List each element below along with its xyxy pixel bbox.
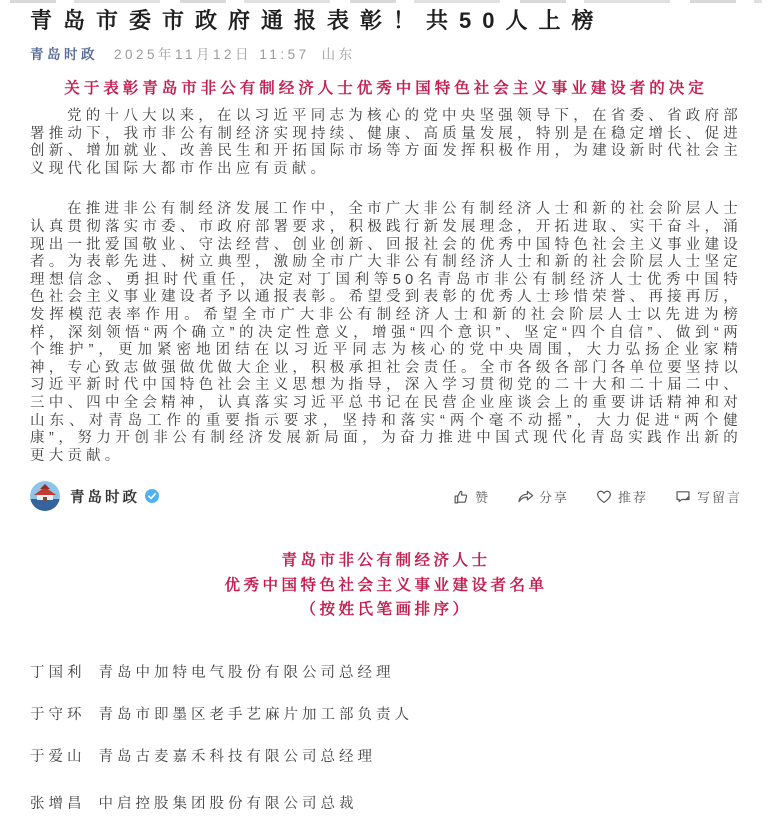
like-button[interactable]	[453, 487, 490, 506]
recommend-label: 推荐	[617, 489, 648, 505]
heart-icon	[595, 488, 613, 505]
list-item-highlighted	[30, 794, 742, 814]
honoree-name: 于爱山	[30, 748, 86, 765]
document-heading: 关于表彰青岛市非公有制经济人士优秀中国特色社会主义事业建设者的决定	[64, 80, 708, 97]
cropped-top-edge	[10, 0, 762, 3]
paragraph: 在推进非公有制经济发展工作中，全市广大非公有制经济人士和新的社会阶层人士认真贯彻落实市委、市政府部署要求，积极践行新发展理念，开拓进取、实干奋斗，涌现出一批爱国敬业、守法经营、创业创新、回报社会的优秀中国特色社会主义事业建设者。为表彰先进、树立典型，激励全市广大非公有制经济人士和新的社会阶层人士坚定理想信念、勇担时代重任，决定对丁国利等50名青岛市非公有制经济人士优秀中国特色社会主义事业建设者予以通报表彰。希望受到表彰的优秀人士珍惜荣誉、再接再厉，发挥模范表率作用。希望全市广大非公有制经济人士和新的社会阶层人士以先进为榜样，深刻领悟“两个确立”的决定性意义，增强“四个意识”、坚定“四个自信”、做到“两个维护”，更加紧密地团结在以习近平同志为核心的党中央周围，大力弘扬企业家精神，专心致志做强做优做大企业，积极承担社会责任。全市各级各部门各单位要坚持以习近平新时代中国特色社会主义思想为指导，深入学习贯彻党的二十大和二十届二中、三中、四中全会精神，认真落实习近平总书记在民营企业座谈会上的重要讲话精神和对山东、对青岛工作的重要指示要求，坚持和落实“两个毫不动摇”，大力促进“两个健康”，努力开创非公有制经济发展新局面，为奋力推进中国式现代化青岛实践作出新的更大贡献。	[30, 201, 742, 464]
comment-label: 写留言	[696, 489, 742, 505]
page-title: 青岛市委市政府通报表彰！共50人上榜	[30, 8, 605, 33]
list-heading-line: （按姓氏笔画排序）	[300, 601, 472, 619]
publish-date: 2025年11月12日 11:57	[114, 47, 310, 62]
account-link[interactable]: 青岛时政	[30, 47, 98, 62]
recommend-button[interactable]	[595, 487, 648, 506]
list-heading	[30, 549, 742, 623]
honoree-title: 青岛古麦嘉禾科技有限公司总经理	[98, 748, 376, 765]
paragraph: 党的十八大以来，在以习近平同志为核心的党中央坚强领导下，在省委、省政府部署推动下，我市非公有制经济实现持续、健康、高质量发展，特别是在稳定增长、促进创新、增加就业、改善民生和开拓国际市场等方面发挥积极作用，为建设新时代社会主义现代化国际大都市作出应有贡献。	[30, 108, 742, 177]
share-button[interactable]	[516, 487, 569, 506]
share-icon	[516, 488, 534, 505]
like-label: 赞	[474, 489, 490, 505]
publish-location: 山东	[321, 47, 356, 62]
honoree-name: 丁国利	[30, 664, 86, 681]
thumbs-up-icon	[453, 488, 470, 505]
honoree-name: 张增昌	[30, 795, 86, 812]
honoree-title: 青岛中加特电气股份有限公司总经理	[98, 664, 395, 681]
author-bar	[30, 481, 742, 511]
comment-icon	[674, 488, 692, 505]
honoree-list	[30, 663, 742, 814]
action-bar	[453, 487, 742, 506]
list-heading-line: 优秀中国特色社会主义事业建设者名单	[224, 576, 548, 594]
list-heading-line: 青岛市非公有制经济人士	[281, 552, 491, 570]
byline	[30, 43, 742, 63]
avatar-image	[30, 481, 60, 511]
comment-button[interactable]	[674, 487, 742, 506]
account-avatar[interactable]	[30, 481, 60, 511]
verified-badge-icon	[145, 489, 159, 503]
article-body	[30, 108, 742, 465]
honoree-title: 中启控股集团股份有限公司总裁	[98, 795, 358, 812]
footer-account-name[interactable]: 青岛时政	[70, 489, 140, 506]
honoree-title: 青岛市即墨区老手艺麻片加工部负责人	[98, 706, 413, 723]
list-item	[30, 663, 742, 683]
list-item	[30, 747, 742, 767]
share-label: 分享	[538, 489, 569, 505]
list-item	[30, 705, 742, 725]
honoree-name: 于守环	[30, 706, 86, 723]
